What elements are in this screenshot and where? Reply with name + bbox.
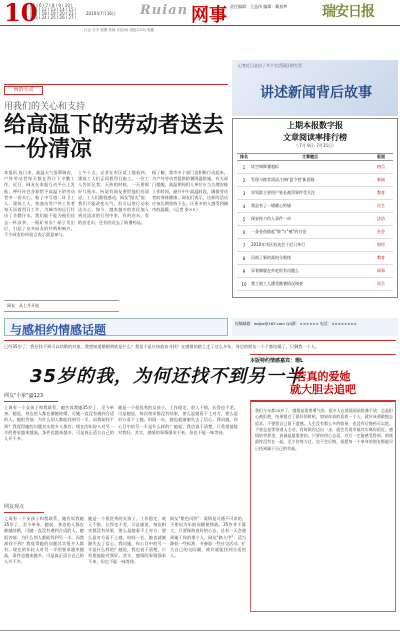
guest-column [250,400,396,612]
banner-title: 与感相约情感话题 [10,323,107,337]
story-title: 35岁的我，为何还找不到另一半 [30,366,305,387]
ranking-date: （ 7月 9日- 7月15日） [294,143,336,148]
intro-text: 已经35岁了，我还找不到可以结婚的对象，我想知道婚姻到底是什么？我是不是应该放弃寻找？在感情的路上走了这么多年，身边的朋友一个个都结婚了，只剩我一个人。 [4,344,320,349]
author-label: 网友"小象"@123 [4,392,58,402]
promo-banner[interactable] [232,60,398,116]
article-column-1: 本报讯 连日来，高温天气笼罩瑞安，户外劳动者每天都在烈日下辛勤工作。近日，网友在本报互动平台上发帖，呼吁社会各界给予高温下的劳动者多一份关心。帖子中写道：环卫工人、建筑工人、快递员等户外工作者每天顶着烈日工作，为城市的运行付出了辛勤汗水。我们能不能为他们送去一杯凉茶、一瓶矿泉水？帖子发出后，引起了众多网友的共鸣和响应。不少网友纷纷留言表示愿意参与。 [4,170,75,238]
headline: 给高温下的劳动者送去一份清凉 [4,113,225,162]
story-column-5: 网友"紫色风铃"：爱情是可遇不可求的，不要因为年龄而随便将就。35岁并不算大，只要保持良好的心态，总有一天会遇到属于你的那个人。网友"路人甲"：适当降低一些标准，多参加一些社交活动，扩大自己的交际圈，或许就能找到合适的人。 [170,516,246,559]
table-row[interactable]: 7 2010年市区拍卖会于近日举行 财经 [237,239,393,252]
story-column-2: 她是一个很优秀的女孩子，工作稳定，收入不错，长得也不差。可是她说，每次相亲都没有结果，要么是她看不上对方，要么是对方看不上她。时间一长，她也就渐渐失去了信心。我问她，你心目中的另一半是什么样的？她说，我也说不清楚，只希望他能对我好。其实，感情的事情强求不来，但也不能一味等待。 [118,405,238,435]
promo-small-text: 记者近日走访了多个生活园区的生活 [238,63,302,68]
page-footer [0,630,400,638]
ranking-table [232,118,398,298]
editor-tag: 责任编辑：王益伟 编辑：戴春梦 [230,4,288,9]
page-header [0,0,400,26]
ranking-header-row: 排名 文章题目 版面 [237,153,393,161]
table-row[interactable]: 6 一条金鱼掀起"换"与"被"的讨论 社会 [237,226,393,239]
opinion-label: 网友观点 [4,503,44,513]
table-row[interactable]: 1 试空调降暑超标 热点 [237,161,393,174]
kicker: 用我们的关心和支持 [4,102,86,112]
section-banner [4,318,228,336]
section-latin-title: Ruian [140,3,189,18]
ranking-title: 上期本报数字报 [287,121,343,130]
top-strip: 日志 分享 相册 转载 评论(0) 浏览(123) 收藏 [84,28,155,32]
section-title: 网事 [191,5,227,26]
story-column-3: 上周有一个女孩子和我联系，她告诉我她35岁了，至今单身。她说，身边的人都在催她结婚，可她一直没有遇到合适的人。她很苦恼：为什么别人都能找到另一半，而我却找不到？我觉得她的问题其实很多人都有。现在的年轻人对另一半的要求越来越高，条件也越来越多，可是真正适合自己的人并不多。 [4,516,84,565]
table-row[interactable]: 9 穿着制服在外吃饭有问题么 网事 [237,265,393,278]
newspaper-logo: 瑞安日报 [322,4,374,20]
calendar: | 5 | 6 | 7 | 8 | 9 | 10 | | 11 | 12 | 13 | 14 | 15 | | 17 | 18 | 19 | 20 | 21 | | 23 | 24 | 25 | 26 | 27 | [30,3,77,19]
pull-quote: 网友：从七月开始 [4,300,119,312]
guest-body: 我们今年都35岁了，感情是需要勇气的。很多人在爱情面前犹豫不决，总是担心被拒绝，结果错过了最好的时机。如果你真的喜欢一个人，就应该勇敢地去追求，不要给自己留下遗憾。人生没有那么多的如果，也没有后悔药可以吃。不要总是等待别人主动，有时候你迈出一步，就会发现幸福其实离你很近。感情的世界里，真诚是最重要的。只要你用心去爱，对方一定能感受得到。即使最终没有在一起，至少你努力过，也不会后悔。祝愿每一个单身的朋友都能早日找到属于自己的幸福。 [255,408,393,451]
table-row[interactable]: 8 河南了新的高校分数线 教育 [237,252,393,265]
article-column-2: 上午十点，记者在市区某工地看到，建筑工人们正顶着烈日施工。一位工人告诉记者，天热的时候，一天要喝好几瓶水。听说有网友要给他们送清凉，工人们都很感动。网友"阳光"说：我们不能改变天气，但可以用行动表达关心。如今，越来越多的市民加入到送清凉的行列中来，有的送水，有的送毛巾，还有的送去了防暑药品。 [78,170,149,225]
contact-box: 投稿邮箱：wsjbz@163.com QQ群：×××××× 电话：×××××××× [232,318,398,336]
table-row[interactable]: 5 保安持刀伤人事件一审 法治 [237,213,393,226]
table-row[interactable]: 2 发现与推荐清凉,打响'夏令营'新思路 新闻 [237,174,393,187]
page-number: 10 [4,0,38,27]
section-label: 网情互动 [4,86,43,95]
guest-title: 若真的爱她 就大胆去追吧 [290,370,356,396]
issue-date: 2010年7月16日 [86,11,116,16]
table-row[interactable]: 3 辱骂群主要用户家长被罚事件受关注 教育 [237,187,393,200]
divider [4,84,228,85]
article-column-3: 据了解，我市多个部门也积极行动起来，为户外劳动者提供防暑降温措施。有关部门提醒，高温期间用人单位应当合理安排工作时间，避开中午高温时段，确保劳动者的身体健康。网友们表示，这样的活动应该长期坚持下去，让更多的人感受到城市的温暖。（记者 张××） [152,170,228,213]
promo-title: 讲述新闻背后故事 [260,85,372,101]
story-column-1: 上周有一个女孩子和我联系，她告诉我她35岁了，至今单身。她说，身边的人都在催她结婚，可她一直没有遇到合适的人。她很苦恼：为什么别人都能找到另一半，而我却找不到？我觉得她的问题其实很多人都有。现在的年轻人对另一半的要求越来越高，条件也越来越多，可是真正适合自己的人并不多。 [4,405,114,442]
guest-label: 本版特约情感嘉宾：珊L [250,354,396,368]
ranking-subtitle: 文章阅读率排行榜 [283,133,347,142]
story-column-4: 她是一个很优秀的女孩子，工作稳定，收入不错，长得也不差。可是她说，每次相亲都没有结果，要么是她看不上对方，要么是对方看不上她。时间一长，她也就渐渐失去了信心。我问她，你心目中的另一半是什么样的？她说，我也说不清楚，只希望他能对我好。其实，感情的事情强求不来，但也不能一味等待。 [88,516,166,565]
table-row[interactable]: 10 我工地工人遭受酷暑情况调查 综合 [237,278,393,291]
divider [4,340,396,341]
table-row[interactable]: 4 我县有了一堵暖心的墙 民生 [237,200,393,213]
